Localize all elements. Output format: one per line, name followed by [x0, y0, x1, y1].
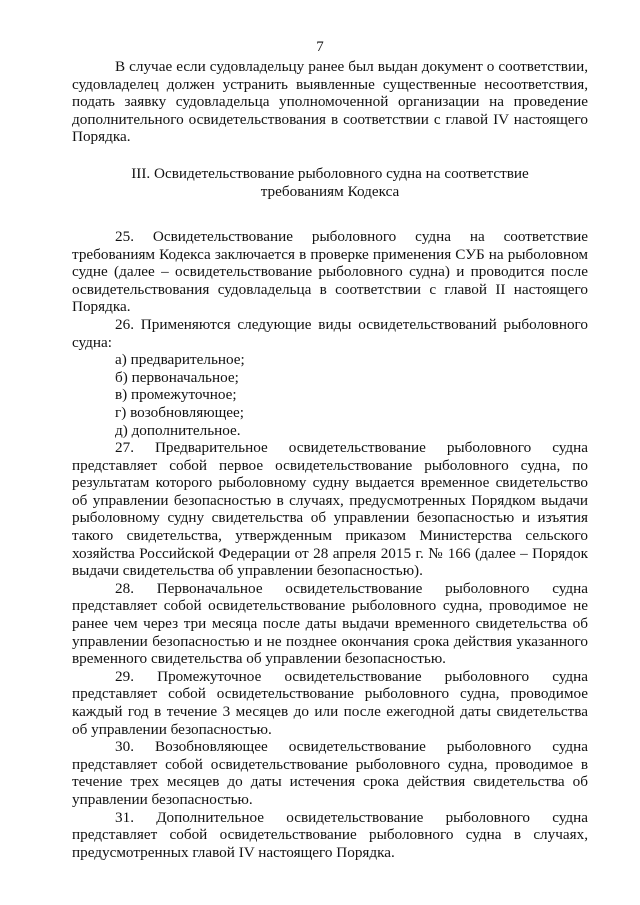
list-item: а) предварительное;	[115, 351, 245, 369]
list-item: д) дополнительное.	[115, 421, 241, 439]
paragraph-31: 31. Дополнительное освидетельствование рыболовного судна представляет собой освидетельствование рыболовного судна в случаях, предусмотренных главой IV настоящего Порядка.	[72, 808, 588, 861]
section-heading-line-2: требованиям Кодекса	[260, 182, 400, 200]
list-item: в) промежуточное;	[115, 386, 237, 404]
page-number: 7	[316, 39, 324, 55]
survey-types-list	[72, 351, 588, 439]
section-heading	[72, 165, 588, 201]
paragraph-29: 29. Промежуточное освидетельствование рыболовного судна представляет собой освидетельствование рыболовного судна, проводимое каждый год в течение 3 месяцев до или после ежегодной даты свидетельства об управлении безопасностью.	[72, 667, 588, 738]
paragraph-26: 26. Применяются следующие виды освидетельствований рыболовного судна:	[72, 315, 588, 351]
paragraph-25: 25. Освидетельствование рыболовного судна на соответствие требованиям Кодекса заключается в проверке применения СУБ на рыболовном судне (далее – освидетельствование рыболовного судна) и проводится после освидетельствования судовладельца в соответствии с главой II настоящего Порядка.	[72, 227, 588, 316]
spacer	[72, 201, 588, 228]
section-heading-line-1: III. Освидетельствование рыболовного судна на соответствие	[131, 164, 529, 182]
paragraph-30: 30. Возобновляющее освидетельствование рыболовного судна представляет собой освидетельствование рыболовного судна, проводимое в течение трех месяцев до даты истечения срока действия свидетельства об управлении безопасностью.	[72, 738, 588, 808]
paragraph-27: 27. Предварительное освидетельствование рыболовного судна представляет собой первое освидетельствование рыболовного судна, по результатам которого рыболовному судну выдается временное свидетельство об управлении безопасностью в случаях, предусмотренных Порядком выдачи рыболовному судну свидетельства об управлении безопасностью и изъятия такого свидетельства, утвержденным приказом Министерства сельского хозяйства Российской Федерации от 28 апреля 2015 г. № 166 (далее – Порядок выдачи свидетельства об управлении безопасностью).	[72, 439, 588, 580]
paragraph-28: 28. Первоначальное освидетельствование рыболовного судна представляет собой освидетельствование рыболовного судна, проводимое не ранее чем через три месяца после даты выдачи временного свидетельства об управлении безопасностью и не позднее окончания срока действия указанного временного свидетельства об управлении безопасностью.	[72, 579, 588, 668]
list-item: г) возобновляющее;	[115, 403, 244, 421]
intro-paragraph: В случае если судовладельцу ранее был выдан документ о соответствии, судовладелец должен устранить выявленные существенные несоответствия, подать заявку судовладельца уполномоченной организации на проведение дополнительного освидетельствования в соответствии с главой IV настоящего Порядка.	[72, 58, 588, 146]
list-item: б) первоначальное;	[115, 368, 239, 386]
page-content	[72, 58, 588, 861]
